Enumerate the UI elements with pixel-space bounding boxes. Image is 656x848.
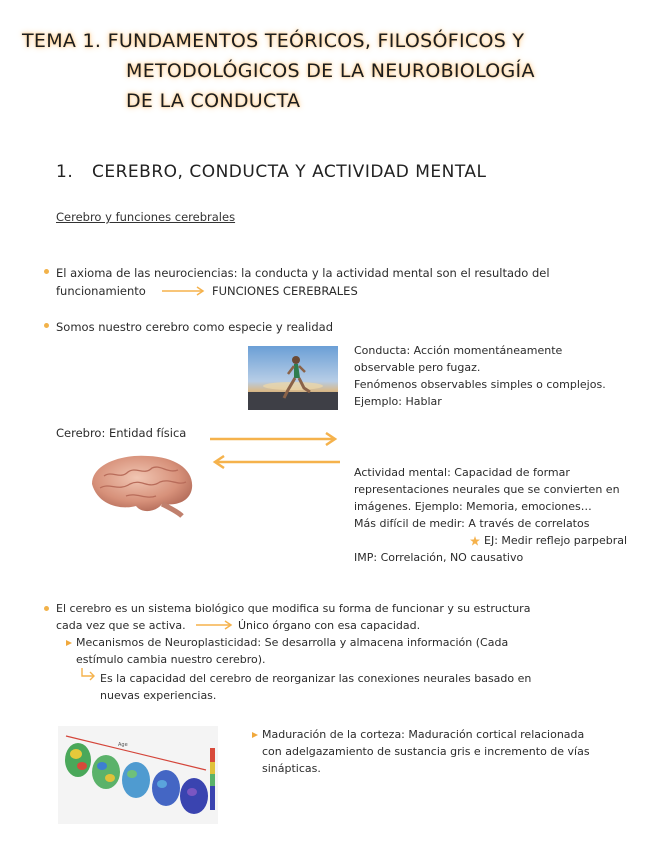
cortex-maturation-image [58,726,218,824]
maduracion-l3: sinápticas. [262,762,321,775]
arrow-right-icon [196,620,234,630]
triangle-bullet-icon [252,732,258,738]
funciones-cerebrales: FUNCIONES CEREBRALES [212,284,358,298]
actividad-l3: imágenes. Ejemplo: Memoria, emociones… [354,500,592,513]
bullet-dot [44,323,49,328]
bullet-dot [44,269,49,274]
actividad-l6: IMP: Correlación, NO causativo [354,551,524,564]
svg-text:Age: Age [118,742,128,748]
bullet-dot [44,606,49,611]
conducta-l2: observable pero fugaz. [354,361,481,374]
sistema-l2b: Único órgano con esa capacidad. [238,619,421,632]
somos-cerebro: Somos nuestro cerebro como especie y realidad [56,320,333,334]
mecanismos-l2: estímulo cambia nuestro cerebro). [76,653,266,666]
doc-title-line1: TEMA 1. FUNDAMENTOS TEÓRICOS, FILOSÓFICOS Y [22,30,525,52]
section-heading: CEREBRO, CONDUCTA Y ACTIVIDAD MENTAL [92,162,487,182]
subheading: Cerebro y funciones cerebrales [56,210,236,224]
axioma-line2: funcionamiento [56,284,146,298]
section-number: 1. [56,162,74,182]
maduracion-l1: Maduración de la corteza: Maduración cortical relacionada [262,728,585,741]
arrow-left-icon [210,455,340,469]
arrow-right-icon [210,432,340,446]
doc-title-line2: METODOLÓGICOS DE LA NEUROBIOLOGÍA [126,60,535,82]
runner-photo [248,346,338,410]
doc-title-line3: DE LA CONDUCTA [126,90,301,112]
actividad-l1: Actividad mental: Capacidad de formar [354,466,570,479]
reorganizar-l2: nuevas experiencias. [100,689,217,702]
sistema-l2a: cada vez que se activa. [56,619,186,632]
actividad-l5: EJ: Medir reflejo parpebral [484,534,628,547]
return-arrow-icon [80,668,96,682]
cerebro-label: Cerebro: Entidad física [56,426,187,440]
actividad-l2: representaciones neurales que se convierten en [354,483,620,496]
mecanismos-l1: Mecanismos de Neuroplasticidad: Se desarrolla y almacena información (Cada [76,636,509,649]
conducta-l3: Fenómenos observables simples o complejos. [354,378,606,391]
triangle-bullet-icon [66,640,72,646]
reorganizar-l1: Es la capacidad del cerebro de reorganizar las conexiones neurales basado en [100,672,532,685]
axioma-line1: El axioma de las neurociencias: la conducta y la actividad mental son el resultado del [56,266,550,280]
arrow-right-icon [162,286,206,296]
maduracion-l2: con adelgazamiento de sustancia gris e incremento de vías [262,745,590,758]
conducta-l4: Ejemplo: Hablar [354,395,442,408]
brain-image [86,452,198,518]
star-icon [470,536,480,546]
conducta-l1: Conducta: Acción momentáneamente [354,344,563,357]
sistema-l1: El cerebro es un sistema biológico que modifica su forma de funcionar y su estructura [56,602,531,615]
actividad-l4: Más difícil de medir: A través de correlatos [354,517,590,530]
